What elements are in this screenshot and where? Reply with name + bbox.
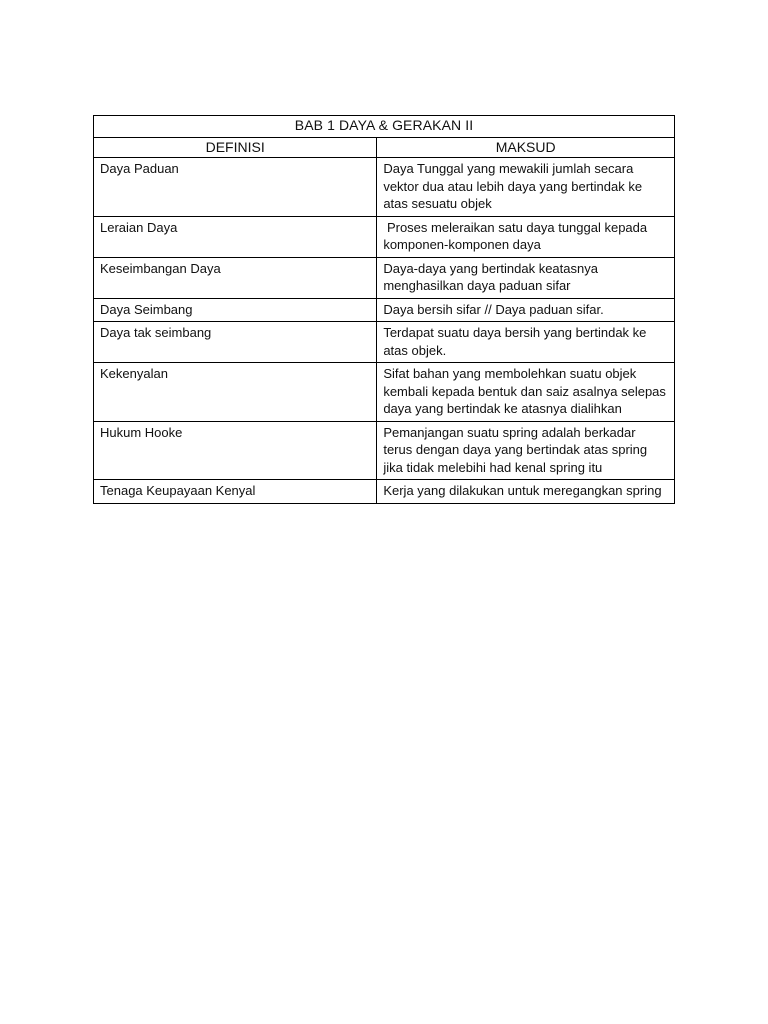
table-row bbox=[94, 421, 675, 480]
maksud-cell: Daya bersih sifar // Daya paduan sifar. bbox=[377, 298, 675, 322]
table-row bbox=[94, 480, 675, 504]
definisi-cell: Daya Paduan bbox=[94, 158, 377, 217]
maksud-cell: Proses meleraikan satu daya tunggal kepada komponen-komponen daya bbox=[377, 216, 675, 257]
table-title-row bbox=[94, 116, 675, 138]
column-header-definisi: DEFINISI bbox=[94, 138, 377, 158]
definisi-cell: Kekenyalan bbox=[94, 363, 377, 422]
table-title: BAB 1 DAYA & GERAKAN II bbox=[94, 116, 675, 138]
table-row bbox=[94, 158, 675, 217]
maksud-cell: Kerja yang dilakukan untuk meregangkan spring bbox=[377, 480, 675, 504]
definition-table bbox=[93, 115, 675, 504]
table-row bbox=[94, 257, 675, 298]
maksud-cell: Pemanjangan suatu spring adalah berkadar terus dengan daya yang bertindak atas spring jika tidak melebihi had kenal spring itu bbox=[377, 421, 675, 480]
column-header-maksud: MAKSUD bbox=[377, 138, 675, 158]
table-row bbox=[94, 216, 675, 257]
maksud-cell: Sifat bahan yang membolehkan suatu objek kembali kepada bentuk dan saiz asalnya selepas daya yang bertindak ke atasnya dialihkan bbox=[377, 363, 675, 422]
maksud-cell: Terdapat suatu daya bersih yang bertindak ke atas objek. bbox=[377, 322, 675, 363]
definisi-cell: Tenaga Keupayaan Kenyal bbox=[94, 480, 377, 504]
maksud-cell: Daya-daya yang bertindak keatasnya menghasilkan daya paduan sifar bbox=[377, 257, 675, 298]
table-header-row bbox=[94, 138, 675, 158]
definisi-cell: Hukum Hooke bbox=[94, 421, 377, 480]
definisi-cell: Daya tak seimbang bbox=[94, 322, 377, 363]
table-row bbox=[94, 298, 675, 322]
definisi-cell: Daya Seimbang bbox=[94, 298, 377, 322]
maksud-cell: Daya Tunggal yang mewakili jumlah secara vektor dua atau lebih daya yang bertindak ke atas sesuatu objek bbox=[377, 158, 675, 217]
definisi-cell: Keseimbangan Daya bbox=[94, 257, 377, 298]
definisi-cell: Leraian Daya bbox=[94, 216, 377, 257]
table-row bbox=[94, 322, 675, 363]
table-row bbox=[94, 363, 675, 422]
